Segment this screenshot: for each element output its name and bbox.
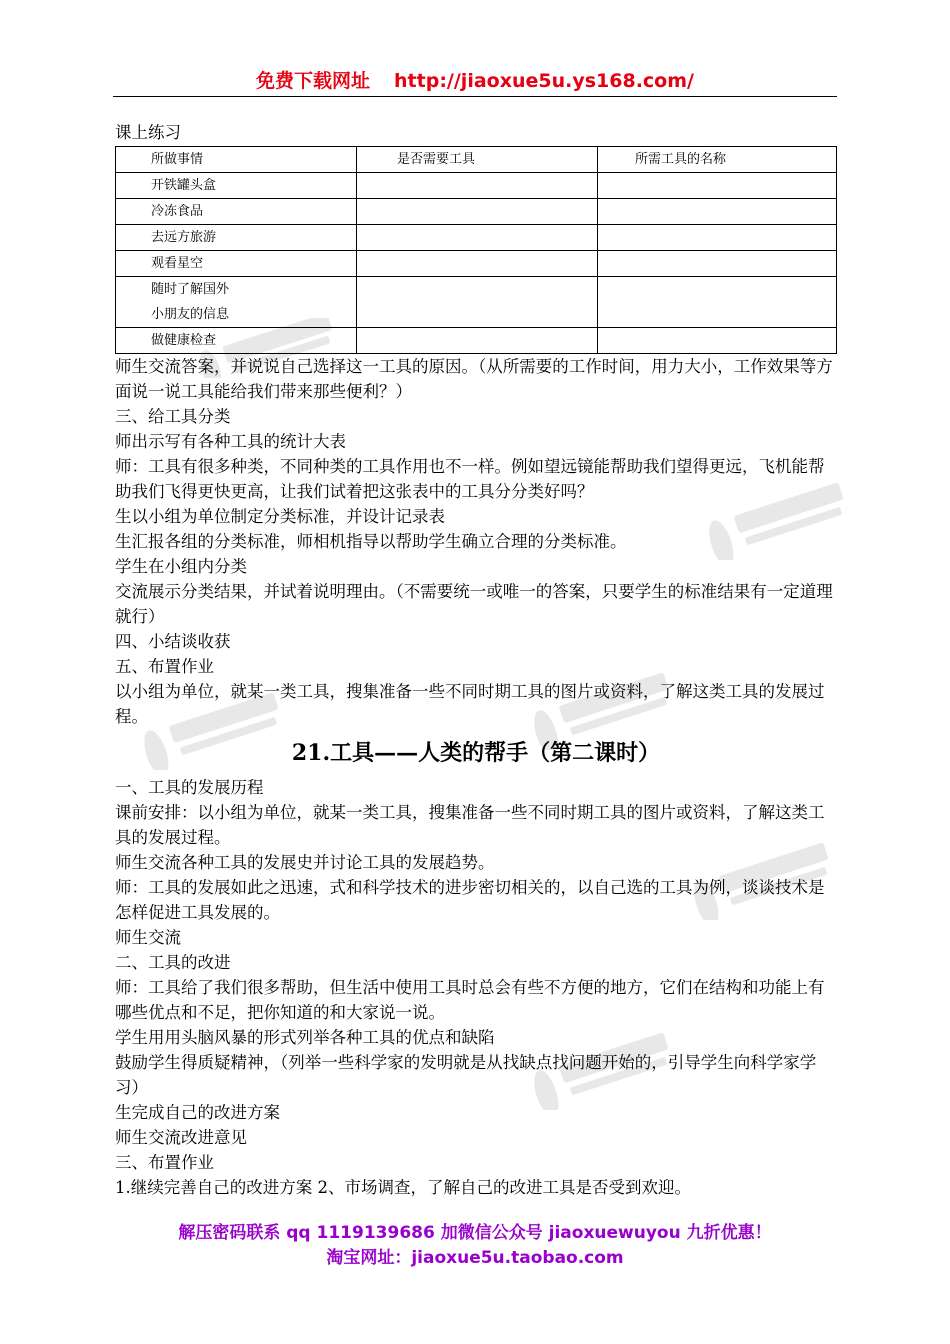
paragraph: 师生交流改进意见 xyxy=(115,1128,247,1147)
table-cell-blank[interactable] xyxy=(598,173,837,199)
paragraph: 三、给工具分类 xyxy=(115,407,231,426)
table-cell-blank[interactable] xyxy=(357,328,598,354)
table-header-row xyxy=(116,147,837,173)
footer-contact: 解压密码联系 qq 1119139686 加微信公众号 jiaoxuewuyou 九折优惠！ xyxy=(178,1223,772,1243)
table-row xyxy=(116,173,837,199)
table-cell-blank[interactable] xyxy=(357,225,598,251)
table-cell-blank[interactable] xyxy=(598,251,837,277)
table-cell-line: 随时了解国外 xyxy=(151,282,230,297)
page-header xyxy=(113,66,837,93)
table-row xyxy=(116,225,837,251)
paragraph: 师生交流各种工具的发展史并讨论工具的发展趋势。 xyxy=(115,853,495,872)
table-cell-task: 观看星空 xyxy=(116,251,357,277)
section-title: 21.工具——人类的帮手（第二课时） xyxy=(291,740,661,766)
table-cell-blank[interactable] xyxy=(598,328,837,354)
paragraph: 交流展示分类结果，并试着说明理由。（不需要统一或唯一的答案，只要学生的标准结果有一定道理就行） xyxy=(115,582,833,626)
table-cell-task: 开铁罐头盒 xyxy=(116,173,357,199)
header-url[interactable]: http://jiaoxue5u.ys168.com/ xyxy=(394,70,694,92)
paragraph: 师生交流答案，并说说自己选择这一工具的原因。（从所需要的工作时间，用力大小，工作效果等方面说一说工具能给我们带来那些便利？） xyxy=(115,357,833,401)
footer-shop-link[interactable]: 淘宝网址：jiaoxue5u.taobao.com xyxy=(326,1248,624,1268)
paragraph: 生汇报各组的分类标准，师相机指导以帮助学生确立合理的分类标准。 xyxy=(115,532,627,551)
table-cell-blank[interactable] xyxy=(357,173,598,199)
paragraph: 1.继续完善自己的改进方案 2、市场调查，了解自己的改进工具是否受到欢迎。 xyxy=(115,1178,691,1197)
table-header-cell: 是否需要工具 xyxy=(357,147,598,173)
table-cell-blank[interactable] xyxy=(598,225,837,251)
table-row xyxy=(116,328,837,354)
document-body xyxy=(115,120,837,1200)
practice-label: 课上练习 xyxy=(115,123,181,142)
paragraph: 师出示写有各种工具的统计大表 xyxy=(115,432,346,451)
paragraph: 师：工具给了我们很多帮助，但生活中使用工具时总会有些不方便的地方，它们在结构和功能上有哪些优点和不足，把你知道的和大家说一说。 xyxy=(115,978,825,1022)
paragraph: 学生在小组内分类 xyxy=(115,557,247,576)
paragraph: 师：工具有很多种类，不同种类的工具作用也不一样。例如望远镜能帮助我们望得更远，飞机能帮助我们飞得更快更高，让我们试着把这张表中的工具分分类好吗？ xyxy=(115,457,825,501)
table-header-cell: 所做事情 xyxy=(116,147,357,173)
table-cell-task: 去远方旅游 xyxy=(116,225,357,251)
paragraph: 学生用用头脑风暴的形式列举各种工具的优点和缺陷 xyxy=(115,1028,495,1047)
paragraph: 三、布置作业 xyxy=(115,1153,214,1172)
table-row xyxy=(116,199,837,225)
table-cell-blank[interactable] xyxy=(598,277,837,328)
paragraph: 师生交流 xyxy=(115,928,181,947)
paragraph: 生以小组为单位制定分类标准，并设计记录表 xyxy=(115,507,445,526)
table-cell-task: 做健康检查 xyxy=(116,328,357,354)
table-cell-blank[interactable] xyxy=(357,277,598,328)
paragraph: 鼓励学生得质疑精神，（列举一些科学家的发明就是从找缺点找问题开始的，引导学生向科学家学习） xyxy=(115,1053,817,1097)
table-row xyxy=(116,251,837,277)
paragraph: 课前安排：以小组为单位，就某一类工具，搜集准备一些不同时期工具的图片或资料，了解这类工具的发展过程。 xyxy=(115,803,825,847)
paragraph: 一、工具的发展历程 xyxy=(115,778,264,797)
table-cell-task: 冷冻食品 xyxy=(116,199,357,225)
paragraph: 以小组为单位，就某一类工具，搜集准备一些不同时期工具的图片或资料，了解这类工具的发展过程。 xyxy=(115,682,825,726)
table-cell-blank[interactable] xyxy=(598,199,837,225)
header-title: 免费下载网址 xyxy=(256,70,371,92)
table-cell-blank[interactable] xyxy=(357,251,598,277)
paragraph: 生完成自己的改进方案 xyxy=(115,1103,280,1122)
table-cell-line: 小朋友的信息 xyxy=(151,307,230,322)
table-cell-task xyxy=(116,277,357,328)
practice-table xyxy=(115,146,837,354)
paragraph: 四、小结谈收获 xyxy=(115,632,231,651)
table-cell-blank[interactable] xyxy=(357,199,598,225)
paragraph: 二、工具的改进 xyxy=(115,953,231,972)
header-divider xyxy=(113,96,837,97)
paragraph: 五、布置作业 xyxy=(115,657,214,676)
table-header-cell: 所需工具的名称 xyxy=(598,147,837,173)
paragraph: 师：工具的发展如此之迅速，式和科学技术的进步密切相关的，以自己选的工具为例，谈谈技术是怎样促进工具发展的。 xyxy=(115,878,825,922)
table-row xyxy=(116,277,837,328)
